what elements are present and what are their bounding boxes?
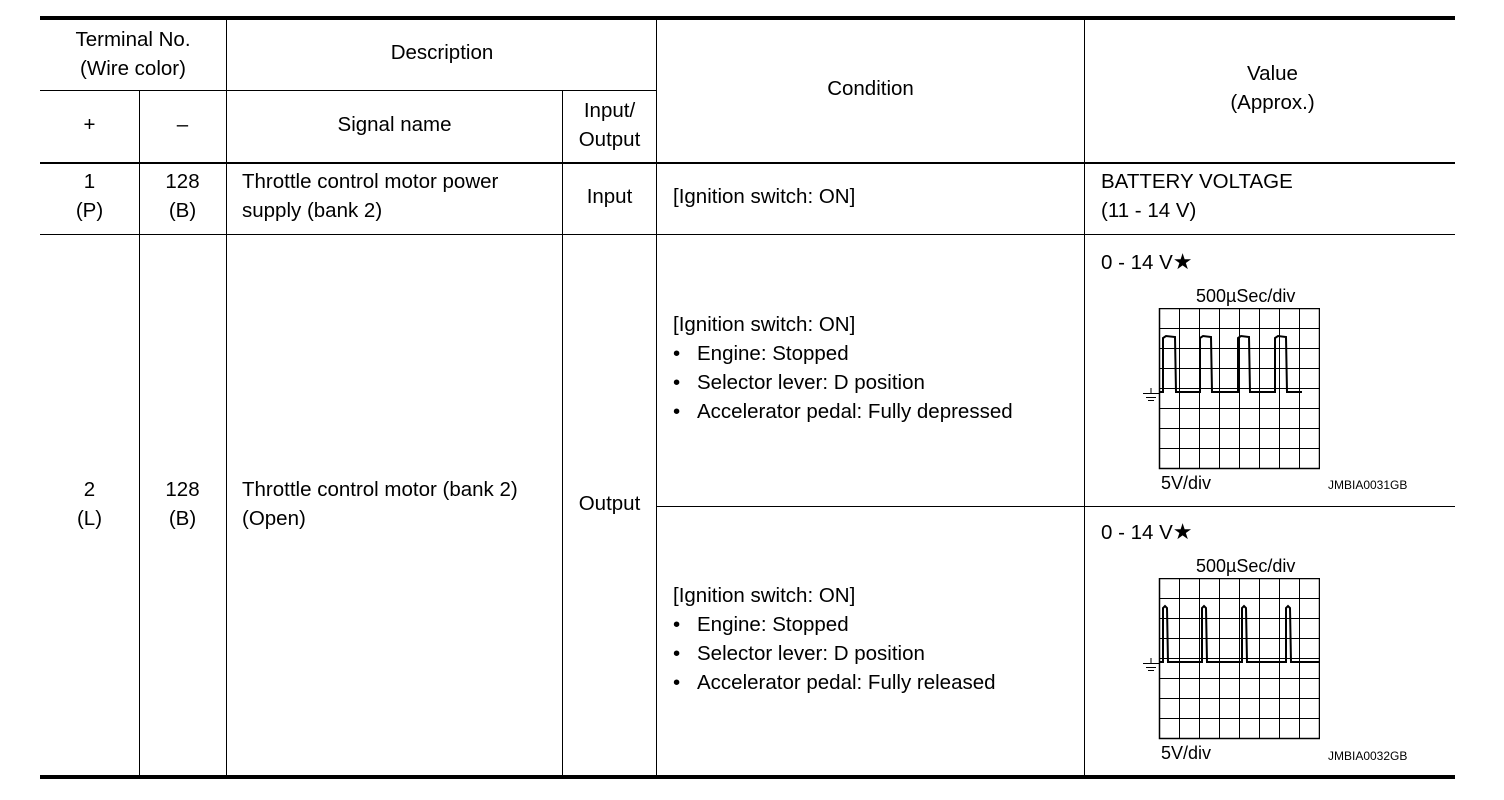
row1-minus-color: (B) (168, 199, 197, 222)
header-minus: – (176, 113, 189, 136)
row1-io: Input (586, 185, 633, 208)
row2b-condition-head: [Ignition switch: ON] (673, 584, 856, 607)
row2b-bullet-3: • Accelerator pedal: Fully released (673, 668, 996, 697)
header-io-line2: Output (578, 128, 641, 151)
header-input-output (563, 96, 656, 154)
header-value (1085, 59, 1460, 117)
row2a-ref-code: JMBIA0031GB (1328, 478, 1408, 492)
row2b-ref-code: JMBIA0032GB (1328, 749, 1408, 763)
header-terminal (40, 25, 226, 83)
row2a-bullet-3: • Accelerator pedal: Fully depressed (673, 397, 1013, 426)
row1-bottom-border (40, 234, 1455, 235)
row2-signal-line1: Throttle control motor (bank 2) (242, 478, 518, 501)
row1-value-line2: (11 - 14 V) (1101, 199, 1197, 222)
col-divider-4 (656, 18, 657, 777)
row1-signal-line1: Throttle control motor power (242, 170, 499, 193)
row1-signal-line2: supply (bank 2) (242, 199, 383, 222)
header-plus: + (83, 113, 96, 136)
row1-condition: [Ignition switch: ON] (673, 185, 856, 208)
row2a-condition (673, 310, 1013, 426)
row2b-condition (673, 581, 996, 697)
row2-plus-no: 2 (83, 478, 96, 501)
row2a-oscilloscope (1140, 308, 1320, 472)
row2-plus-terminal (40, 475, 139, 533)
row2-minus-no: 128 (165, 478, 200, 501)
row2a-waveform-graph (1140, 308, 1320, 472)
table-bottom-border (40, 775, 1455, 779)
row2a-bullet-1: • Engine: Stopped (673, 339, 1013, 368)
row1-signal-name (242, 167, 498, 225)
row2a-time-div: 500µSec/div (1196, 286, 1296, 306)
row2-io: Output (578, 492, 641, 515)
row1-minus-terminal (139, 167, 226, 225)
row2b-value (1101, 517, 1193, 547)
row1-plus-color: (P) (75, 199, 104, 222)
star-icon: ★ (1172, 249, 1193, 274)
header-row-divider (40, 90, 657, 91)
header-terminal-line1: Terminal No. (75, 28, 191, 51)
row2a-bullet-2: • Selector lever: D position (673, 368, 1013, 397)
row2a-value-text: 0 - 14 V (1101, 251, 1173, 274)
row2-minus-color: (B) (168, 507, 197, 530)
row2a-waveform-trace (1160, 336, 1302, 392)
header-terminal-line2: (Wire color) (80, 57, 186, 80)
row1-plus-terminal (40, 167, 139, 225)
row2b-oscilloscope (1140, 578, 1320, 742)
row2b-bullet-2: • Selector lever: D position (673, 639, 996, 668)
row2a-value (1101, 247, 1193, 277)
row2-signal-line2: (Open) (242, 507, 306, 530)
row1-plus-no: 1 (83, 170, 96, 193)
row2-minus-terminal (139, 475, 226, 533)
row2b-volt-div: 5V/div (1161, 743, 1212, 763)
header-signal-name: Signal name (337, 113, 452, 136)
row2-plus-color: (L) (76, 507, 103, 530)
header-description: Description (390, 41, 494, 64)
header-io-line1: Input/ (583, 99, 636, 122)
row2-condition-divider (657, 506, 1455, 507)
row1-value (1101, 167, 1293, 225)
header-value-line1: Value (1247, 62, 1298, 85)
row2b-bullet-1: • Engine: Stopped (673, 610, 996, 639)
row2b-time-div: 500µSec/div (1196, 556, 1296, 576)
header-value-line2: (Approx.) (1230, 91, 1315, 114)
header-condition: Condition (827, 77, 914, 100)
row2a-volt-div: 5V/div (1161, 473, 1212, 493)
row1-value-line1: BATTERY VOLTAGE (1101, 170, 1293, 193)
table-top-border (40, 16, 1455, 20)
star-icon: ★ (1172, 519, 1193, 544)
row1-minus-no: 128 (165, 170, 200, 193)
col-divider-5 (1084, 18, 1085, 777)
row2a-condition-head: [Ignition switch: ON] (673, 313, 856, 336)
row2b-waveform-graph (1140, 578, 1320, 742)
header-bottom-border (40, 162, 1455, 164)
row2b-value-text: 0 - 14 V (1101, 521, 1173, 544)
row2-signal-name (242, 475, 518, 533)
